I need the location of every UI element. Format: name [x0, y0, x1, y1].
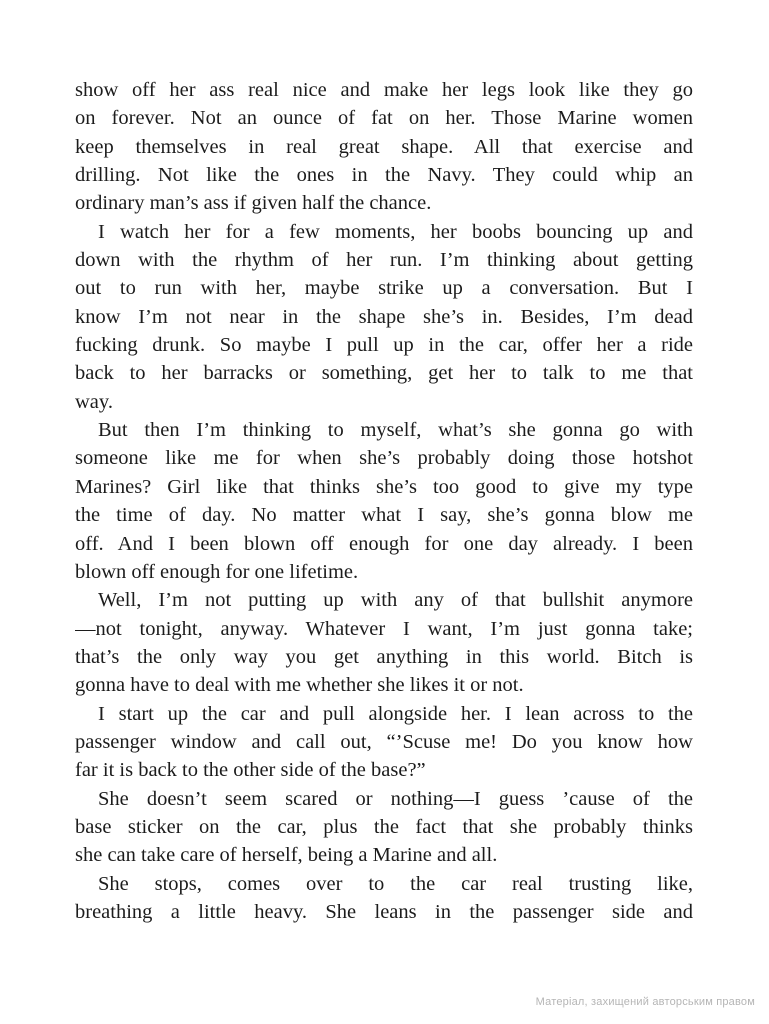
page-text	[75, 76, 693, 926]
text-line: I start up the car and pull alongside her. I lean across to the	[98, 702, 693, 725]
text-line: gonna have to deal with me whether she likes it or not.	[75, 674, 524, 697]
paragraph	[75, 785, 693, 870]
text-line: the time of day. No matter what I say, she’s gonna blow me	[75, 504, 693, 527]
text-line: breathing a little heavy. She leans in the passenger side and	[75, 900, 693, 923]
text-line: off. And I been blown off enough for one day already. I been	[75, 532, 693, 555]
text-line: She stops, comes over to the car real trusting like,	[98, 872, 693, 895]
text-line: drilling. Not like the ones in the Navy. They could whip an	[75, 164, 693, 187]
paragraph	[75, 586, 693, 699]
text-line: out to run with her, maybe strike up a conversation. But I	[75, 277, 693, 300]
text-line: But then I’m thinking to myself, what’s she gonna go with	[98, 419, 693, 442]
text-line: Marines? Girl like that thinks she’s too good to give my type	[75, 475, 693, 498]
text-line: down with the rhythm of her run. I’m thinking about getting	[75, 249, 693, 272]
text-line: far it is back to the other side of the base?”	[75, 759, 426, 782]
text-line: that’s the only way you get anything in this world. Bitch is	[75, 645, 693, 668]
text-line: base sticker on the car, plus the fact that she probably thinks	[75, 815, 693, 838]
text-line: know I’m not near in the shape she’s in. Besides, I’m dead	[75, 305, 693, 328]
text-line: someone like me for when she’s probably doing those hotshot	[75, 447, 693, 470]
text-line: back to her barracks or something, get her to talk to me that	[75, 362, 693, 385]
copyright-watermark: Матеріал, захищений авторським правом	[535, 996, 755, 1008]
text-line: blown off enough for one lifetime.	[75, 560, 359, 583]
text-line: ordinary man’s ass if given half the chance.	[75, 192, 432, 215]
text-line: keep themselves in real great shape. All that exercise and	[75, 135, 693, 158]
text-line: passenger window and call out, “’Scuse me! Do you know how	[75, 730, 693, 753]
text-line: on forever. Not an ounce of fat on her. Those Marine women	[75, 107, 693, 130]
paragraph	[75, 700, 693, 785]
paragraph	[75, 76, 693, 218]
text-line: I watch her for a few moments, her boobs bouncing up and	[98, 220, 693, 243]
text-line: she can take care of herself, being a Marine and all.	[75, 844, 498, 867]
paragraph	[75, 218, 693, 416]
text-line: She doesn’t seem scared or nothing—I guess ’cause of the	[98, 787, 693, 810]
text-line: Well, I’m not putting up with any of that bullshit anymore	[98, 589, 693, 612]
paragraph	[75, 870, 693, 927]
text-line: —not tonight, anyway. Whatever I want, I’m just gonna take;	[75, 617, 693, 640]
text-line: way.	[75, 390, 113, 413]
text-line: show off her ass real nice and make her legs look like they go	[75, 79, 693, 101]
text-line: fucking drunk. So maybe I pull up in the car, offer her a ride	[75, 334, 693, 357]
paragraph	[75, 416, 693, 586]
